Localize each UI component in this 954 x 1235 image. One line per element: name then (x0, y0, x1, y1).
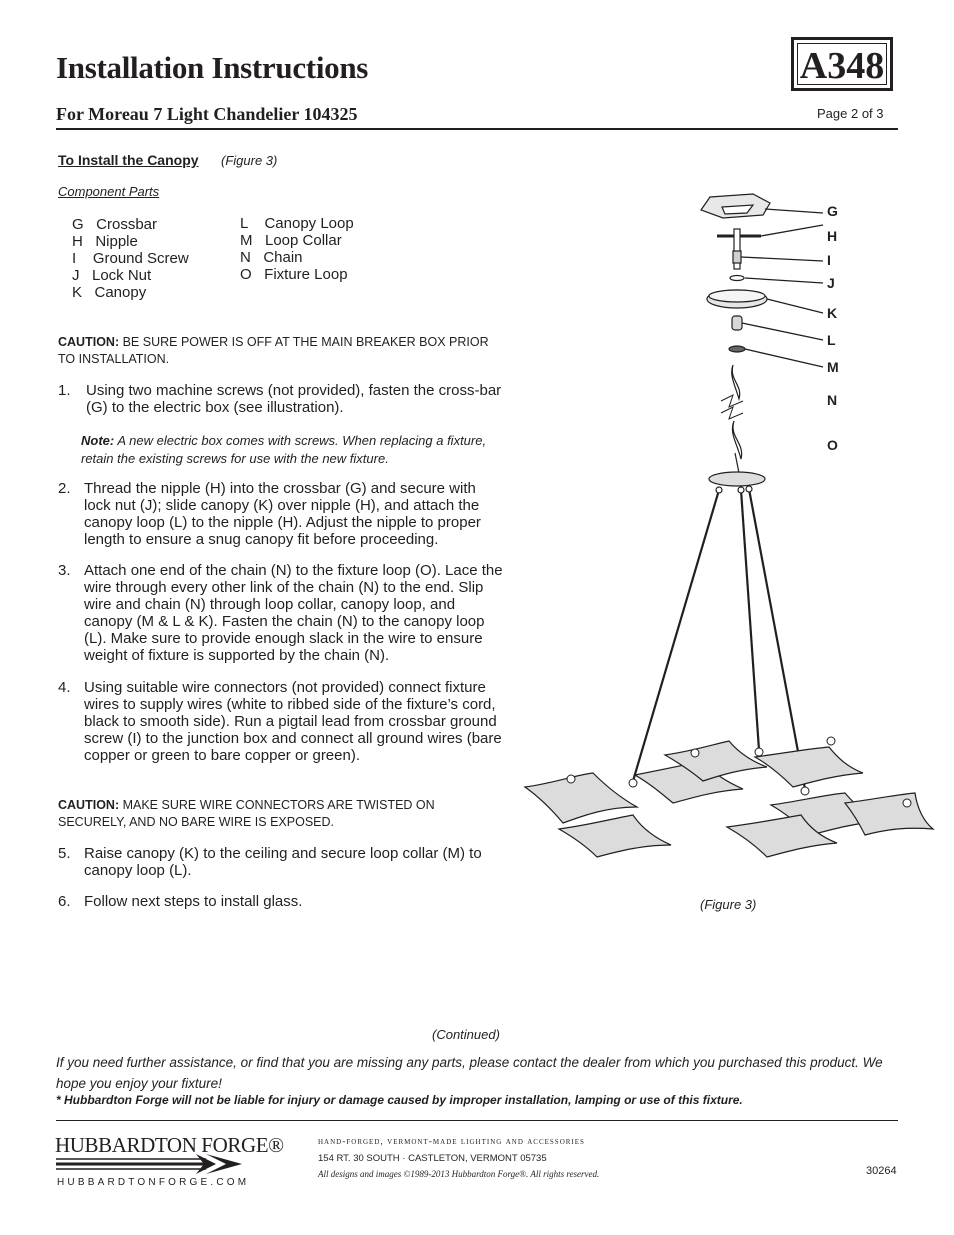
step-text: Follow next steps to install glass. (84, 893, 303, 910)
step-number: 2. (58, 480, 71, 497)
note (81, 432, 501, 468)
part-item: I Ground Screw (72, 250, 189, 267)
document-number: 30264 (866, 1165, 897, 1177)
figure-caption: (Figure 3) (700, 897, 757, 912)
copyright-notice: All designs and images ©1989-2013 Hubbardton Forge®. All rights reserved. (318, 1169, 600, 1179)
figure-label-g: G (827, 203, 838, 219)
figure-label-o: O (827, 437, 838, 453)
page-number: Page 2 of 3 (817, 106, 884, 121)
caution-label: CAUTION: (58, 798, 120, 812)
company-address: 154 RT. 30 SOUTH · CASTLETON, VERMONT 05735 (318, 1153, 547, 1164)
brand-logo-text: HUBBARDTON FORGE® (55, 1133, 284, 1157)
page-title: Installation Instructions (56, 50, 369, 85)
figure-label-n: N (827, 392, 838, 408)
caution-wiring (58, 797, 498, 831)
section-heading: To Install the Canopy (58, 152, 199, 168)
page-subtitle: For Moreau 7 Light Chandelier 104325 (56, 104, 358, 124)
step-text: Using two machine screws (not provided), fasten the cross-bar (G) to the electric box (see illustration). (86, 382, 502, 416)
parts-list-left (72, 216, 189, 301)
assistance-text: If you need further assistance, or find that you are missing any parts, please contact the dealer from which you purchased this product. We hope you enjoy your fixture! (56, 1055, 883, 1091)
step-text: Raise canopy (K) to the ceiling and secure loop collar (M) to canopy loop (L). (84, 845, 482, 879)
continued-note: (Continued) (432, 1027, 500, 1042)
figure-label-l: L (827, 332, 836, 348)
step-text: Using suitable wire connectors (not provided) connect fixture wires to supply wires (white to ribbed side of the fixture’s cord, black to smooth side). Run a pigtail lead from crossbar ground screw (I) to the junction box and connect all ground wires (bare copper or green to bare copper or green). (84, 679, 502, 764)
step-number: 4. (58, 679, 71, 696)
step-number: 5. (58, 845, 71, 862)
step-text: Thread the nipple (H) into the crossbar (G) and secure with lock nut (J); slide canopy (K) over nipple (H), and attach the canopy loop (L) to the nipple (H). Adjust the nipple to proper length to ensure a snug canopy fit before proceeding. (84, 480, 481, 548)
brand-logo-mark (56, 1154, 244, 1174)
header-divider (56, 128, 898, 130)
caution-label: CAUTION: (58, 335, 120, 349)
part-item: K Canopy (72, 284, 147, 301)
document-code: A348 (799, 45, 885, 87)
note-text: A new electric box comes with screws. When replacing a fixture, retain the existing screws for use with the new fixture. (81, 433, 487, 466)
part-item: J Lock Nut (72, 267, 152, 284)
brand-url: HUBBARDTONFORGE.COM (57, 1177, 250, 1188)
step-number: 3. (58, 562, 71, 579)
parts-list-right (240, 215, 354, 283)
component-parts-heading: Component Parts (58, 184, 160, 199)
part-item: H Nipple (72, 233, 138, 250)
liability-disclaimer: * Hubbardton Forge will not be liable for injury or damage caused by improper installation, lamping or use of this fixture. (56, 1093, 743, 1107)
figure-label-k: K (827, 305, 838, 321)
section-figure-ref: (Figure 3) (221, 153, 278, 168)
company-tagline: hand-forged, vermont-made lighting and accessories (318, 1137, 585, 1147)
chandelier-illustration (515, 175, 940, 875)
footer-divider (56, 1120, 898, 1121)
part-item: M Loop Collar (240, 232, 342, 249)
figure-label-j: J (827, 275, 835, 291)
note-label: Note: (81, 433, 115, 448)
figure-label-i: I (827, 252, 831, 268)
step-number: 6. (58, 893, 71, 910)
document-code-box (791, 37, 893, 91)
step-text: Attach one end of the chain (N) to the fixture loop (O). Lace the wire through every other link of the chain (N) to the end. Slip wire and chain (N) through loop collar, canopy loop, and canopy (M & L & K). Fasten the chain (N) to the canopy loop (L). Make sure to provide enough slack in the wire to ensure weight of fixture is supported by the chain (N). (84, 562, 503, 664)
caution-text: BE SURE POWER IS OFF AT THE MAIN BREAKER BOX PRIOR TO INSTALLATION. (58, 335, 489, 366)
step-number: 1. (58, 382, 71, 399)
caution-text: MAKE SURE WIRE CONNECTORS ARE TWISTED ON SECURELY, AND NO BARE WIRE IS EXPOSED. (58, 798, 435, 829)
figure-label-m: M (827, 359, 839, 375)
part-item: N Chain (240, 249, 303, 266)
part-item: O Fixture Loop (240, 266, 348, 283)
figure-label-h: H (827, 228, 838, 244)
caution-power (58, 334, 498, 368)
part-item: G Crossbar (72, 216, 158, 233)
part-item: L Canopy Loop (240, 215, 354, 232)
